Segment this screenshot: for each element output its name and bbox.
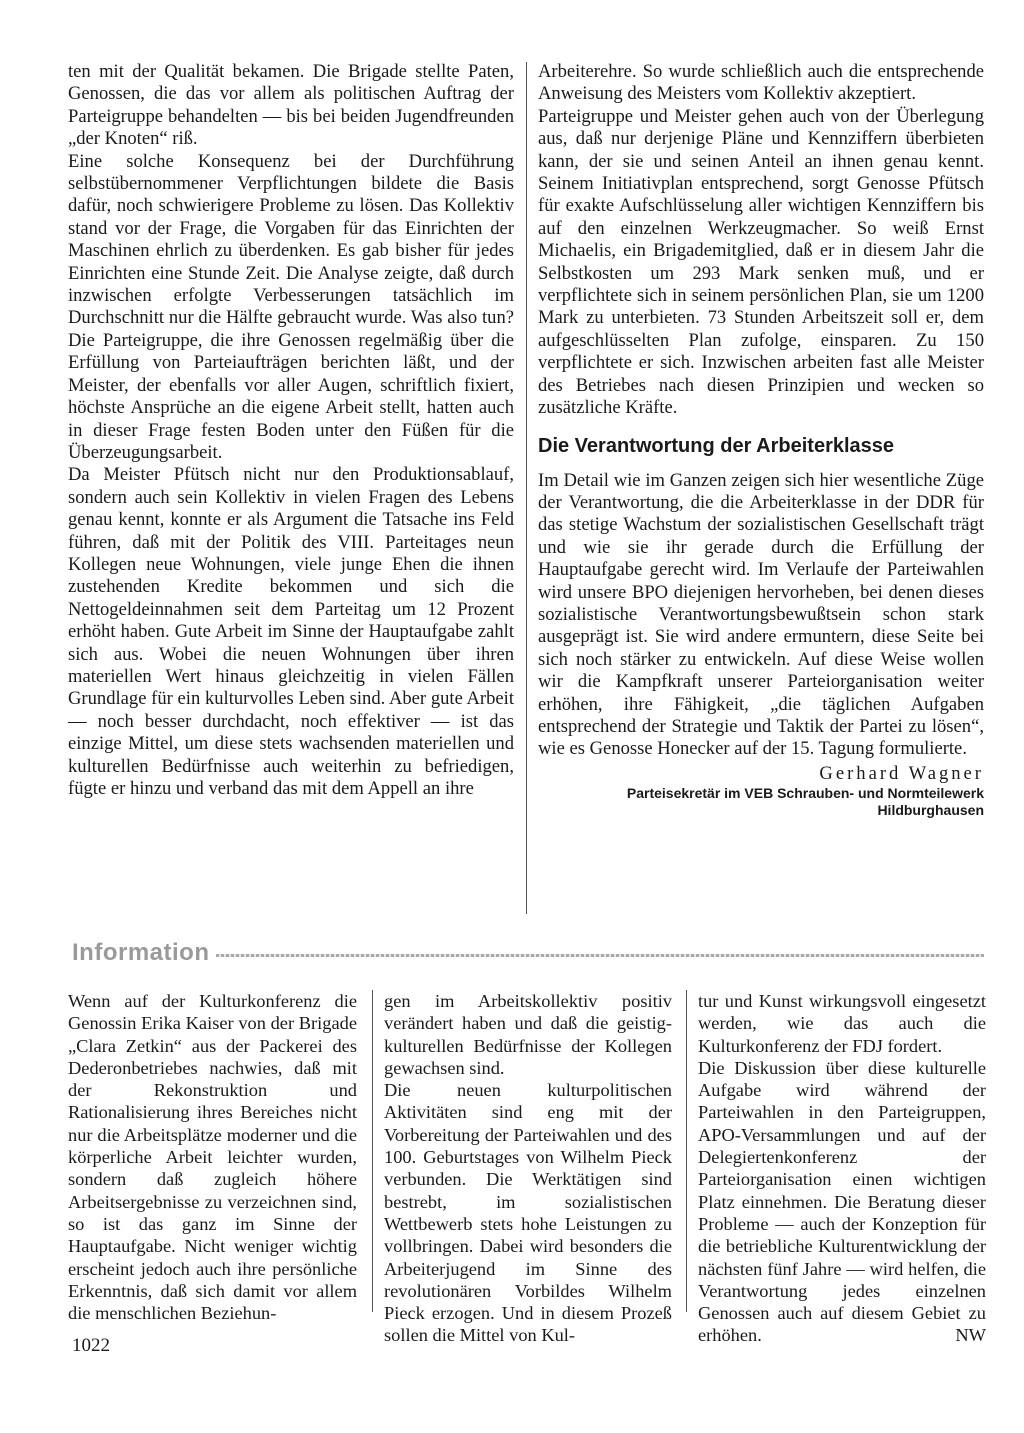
information-paragraph: Wenn auf der Kulturkonferenz die Genossin Erika Kaiser von der Brigade „Clara Zetkin“ aus der Packerei des Dederonbetriebes nachwies, daß mit der Rekonstruktion und Rationalisierung ihres Bereiches nicht nur die Arbeitsplätze moderner und die körperliche Arbeit leichter wurden, sondern daß zugleich höhere Arbeitsergebnisse zu verzeichnen sind, so ist das ganz im Sinne der Hauptaufgabe. Nicht weniger wichtig erscheint jedoch auch ihre persönliche Erkenntnis, daß sich damit vor allem die menschlichen Beziehun- [68, 991, 357, 1324]
information-text: Die Diskussion über diese kulturelle Aufgabe wird während der Parteiwahlen in den Parteigruppen, APO-Versammlungen und auf der Delegiertenkonferenz der Parteiorganisation einen wichtigen Platz einnehmen. Die Beratung dieser Probleme — auch der Konzeption für die betriebliche Kulturentwicklung der nächsten fünf Jahre — wird helfen, die Verantwortung jedes einzelnen Genossen auch auf diesem Gebiet zu erhöhen. [698, 1057, 986, 1346]
information-column-3 [698, 990, 986, 1347]
article-paragraph: Parteigruppe und Meister gehen auch von der Überlegung aus, daß nur derjenige Pläne und Kennziffern überbieten kann, der sie und seinen Anteil an ihnen genau kennt. Seinem Initiativplan entsprechend, sorgt Genosse Pfütsch für exakte Aufschlüsselung aller wichtigen Kennziffern bis auf den einzelnen Werkzeugmacher. So weiß Ernst Michaelis, ein Brigademitglied, daß er in diesem Jahr die Selbstkosten um 293 Mark senken muß, und er verpflichtete sich in seinem persönlichen Plan, sie um 1200 Mark zu unterbieten. 73 Stunden Arbeitszeit soll er, dem aufgeschlüsselten Plan zufolge, einsparen. Zu 150 verpflichtete er sich. Inzwischen arbeiten fast alle Meister des Betriebes nach diesen Prinzipien und wecken so zusätzliche Kräfte. [538, 105, 984, 419]
column-divider [526, 62, 527, 914]
information-signature: NW [955, 1325, 986, 1346]
information-column-2 [384, 990, 672, 1347]
article-right-column [538, 61, 984, 819]
article-paragraph: ten mit der Qualität bekamen. Die Brigade stellte Paten, Genossen, die das vor allem als politischen Auftrag der Parteigruppe behandelten — bis bei beiden Jugendfreunden „der Knoten“ riß. [68, 61, 514, 150]
article-paragraph: Eine solche Konsequenz bei der Durchführung selbstübernommener Verpflichtungen bildete die Basis dafür, noch schwierigere Probleme zu lösen. Das Kollektiv stand vor der Frage, die Vorgaben für das Einrichten der Maschinen ehrlich zu überdenken. Es gab bisher für jedes Einrichten eine Stunde Zeit. Die Analyse zeigte, daß durch inzwischen erfolgte Verbesserungen tatsächlich im Durchschnitt nur die Hälfte gebraucht wurde. Was also tun? Die Parteigruppe, die ihre Genossen regelmäßig über die Erfüllung von Parteiaufträgen berichten läßt, und der Meister, der ebenfalls vor aller Augen, schriftlich fixiert, höchste Ansprüche an die eigene Arbeit stellt, hatten auch in dieser Frage festen Boden unter den Füßen für die Überzeugungsarbeit. [68, 150, 514, 463]
article-paragraph: Da Meister Pfütsch nicht nur den Produktionsablauf, sondern auch sein Kollektiv in vielen Fragen des Lebens genau kennt, konnte er als Argument die Tatsache ins Feld führen, daß mit der Politik des VIII. Parteitages neun Kollegen neue Wohnungen, viele junge Ehen die ihnen zustehenden Kredite bekommen und sich die Nettogeldeinnahmen seit dem Parteitag um 12 Prozent erhöht haben. Gute Arbeit im Sinne der Hauptaufgabe zahlt sich aus. Wobei die neuen Wohnungen über ihren materiellen Wert hinaus gleichzeitig in vielen Fällen Grundlage für ein kulturvolles Leben sind. Aber gute Arbeit — noch besser durchdacht, noch effektiver — ist das einzige Mittel, um diese stets wachsenden materiellen und kulturellen Bedürfnisse auch weiterhin zu befriedigen, fügte er hinzu und verband das mit dem Appell an ihre [68, 464, 514, 799]
author-location: Hildburghausen [877, 802, 984, 819]
column-divider [686, 990, 687, 1312]
information-header [72, 938, 984, 968]
information-paragraph: gen im Arbeitskollektiv positiv verändert haben und daß die geistig-kulturellen Bedürfnisse der Kollegen gewachsen sind. [384, 991, 672, 1078]
information-paragraph [698, 1057, 986, 1347]
author-title [538, 785, 984, 819]
page-number: 1022 [72, 1335, 110, 1356]
information-paragraph: Die neuen kulturpolitischen Aktivitäten sind eng mit der Vorbereitung der Parteiwahlen und des 100. Geburtstages von Wilhelm Pieck verbunden. Die Werktätigen sind bestrebt, im sozialistischen Wettbewerb stets hohe Leistungen zu vollbringen. Dabei wird besonders die Arbeiterjugend im Sinne des revolutionären Vorbildes Wilhelm Pieck erzogen. Und in diesem Prozeß sollen die Mittel von Kul- [384, 1080, 672, 1346]
column-divider [372, 990, 373, 1312]
author-title-line: Parteisekretär im VEB Schrauben- und Normteilewerk [626, 785, 984, 802]
article-paragraph: Im Detail wie im Ganzen zeigen sich hier wesentliche Züge der Verantwortung, die die Arbeiterklasse in der DDR für das stetige Wachstum der sozialistischen Gesellschaft trägt und wie sie ihr gerade durch die Erfüllung der Hauptaufgabe gerecht wird. Im Verlaufe der Parteiwahlen wird unsere BPO diejenigen hervorheben, bei denen dieses sozialistische Verantwortungsbewußtsein schon stark ausgeprägt ist. Sie wird andere ermuntern, diese Seite bei sich noch stärker zu entwickeln. Auf diese Weise wollen wir die Kampfkraft unserer Parteiorganisation weiter erhöhen, ihre Fähigkeit, „die täglichen Aufgaben entsprechend der Strategie und Taktik der Partei zu lösen“, wie es Genosse Honecker auf der 15. Tagung formulierte. [538, 469, 984, 760]
section-heading: Die Verantwortung der Arbeiterklasse [538, 434, 895, 457]
article-left-column [68, 61, 514, 800]
author-name: Gerhard Wagner [819, 762, 984, 784]
article-paragraph: Arbeiterehre. So wurde schließlich auch die entsprechende Anweisung des Meisters vom Kollektiv akzeptiert. [538, 61, 984, 105]
information-paragraph: tur und Kunst wirkungsvoll eingesetzt werden, wie das auch die Kulturkonferenz der FDJ fordert. [698, 991, 986, 1056]
information-label: Information [72, 939, 210, 966]
information-column-1 [68, 990, 357, 1324]
information-rule [216, 954, 984, 957]
